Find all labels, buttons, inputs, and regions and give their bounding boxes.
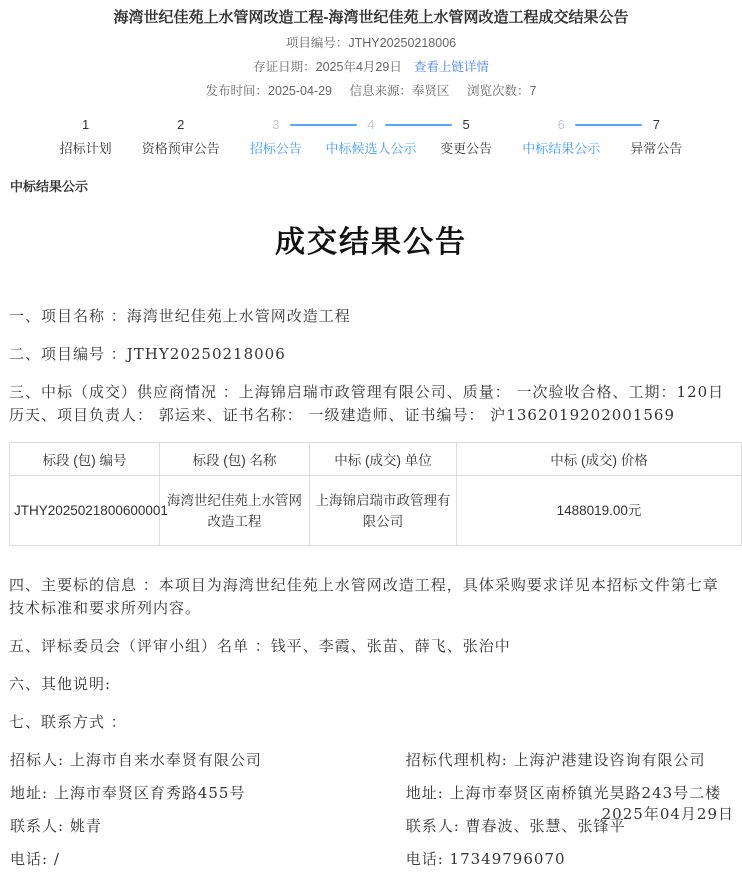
step-number-7: 7 xyxy=(652,117,661,132)
view-chain-link[interactable]: 查看上链详情 xyxy=(413,60,489,74)
step-label-change-announcement: 变更公告 xyxy=(440,141,493,156)
cert-date-value: 2025年4月29日 xyxy=(315,60,402,74)
step-connector-3-4 xyxy=(290,124,357,126)
agency-address: 地址: 上海市奉贤区南桥镇光昊路243号二楼 xyxy=(405,784,722,802)
announcement-body xyxy=(0,217,742,881)
paragraph-contact-heading: 七、联系方式 ： xyxy=(9,713,127,731)
paragraph-subject-info: 四、主要标的信息 ：本项目为海湾世纪佳苑上水管网改造工程，具体采购要求详见本招标文件第七章技术标准和要求所列内容。 xyxy=(9,576,719,617)
progress-steps xyxy=(0,116,742,164)
project-number-value: JTHY20250218006 xyxy=(348,36,457,50)
step-label-prequalification: 资格预审公告 xyxy=(141,141,220,156)
table-header-row xyxy=(10,443,742,476)
paragraph-other-notes: 六、其他说明: xyxy=(9,675,112,693)
step-number-4: 4 xyxy=(367,117,375,132)
cell-winning-unit: 上海锦启瑞市政管理有限公司 xyxy=(310,476,457,546)
tenderer-phone: 电话: / xyxy=(10,850,60,868)
col-header-lot-number: 标段 (包) 编号 xyxy=(10,443,160,476)
paragraph-committee-list: 五、评标委员会（评审小组）名单 ：钱平、李霞、张苗、薛飞、张治中 xyxy=(9,637,511,655)
page-header xyxy=(0,0,742,100)
agency-phone: 电话: 17349796070 xyxy=(405,850,566,868)
page-title: 海湾世纪佳苑上水管网改造工程-海湾世纪佳苑上水管网改造工程成交结果公告 xyxy=(113,9,629,26)
col-header-winning-unit: 中标 (成交) 单位 xyxy=(310,443,457,476)
step-label-abnormal-announcement: 异常公告 xyxy=(630,141,683,156)
cell-lot-name: 海湾世纪佳苑上水管网改造工程 xyxy=(160,476,310,546)
source-label: 信息来源： xyxy=(349,84,412,98)
agency-name: 招标代理机构: 上海沪港建设咨询有限公司 xyxy=(405,751,706,769)
views-value: 7 xyxy=(529,84,537,98)
paragraph-project-name: 一、项目名称 ：海湾世纪佳苑上水管网改造工程 xyxy=(9,307,351,325)
tenderer-contact-block xyxy=(9,749,406,881)
publish-info-line xyxy=(0,83,742,100)
source-value: 奉贤区 xyxy=(412,84,450,98)
step-label-tender-announcement[interactable]: 招标公告 xyxy=(249,141,302,156)
step-label-bid-plan: 招标计划 xyxy=(59,141,112,156)
tenderer-name: 招标人: 上海市自来水奉贤有限公司 xyxy=(10,751,262,769)
step-number-1: 1 xyxy=(81,117,90,132)
tab-result-publicity: 中标结果公示 xyxy=(10,179,89,194)
col-header-winning-price: 中标 (成交) 价格 xyxy=(457,443,742,476)
step-connector-6-7 xyxy=(575,124,642,126)
step-label-result-publicity[interactable]: 中标结果公示 xyxy=(522,141,601,156)
cell-lot-number: JTHY2025021800600001 xyxy=(10,476,160,546)
step-number-3: 3 xyxy=(272,117,280,132)
project-number-label: 项目编号： xyxy=(285,36,349,50)
cert-date-label: 存证日期： xyxy=(253,60,316,74)
paragraph-supplier-info: 三、中标（成交）供应商情况 ：上海锦启瑞市政管理有限公司、质量： 一次验收合格、工期：120日历天、项目负责人： 郭运来、证书名称： 一级建造师、证书编号： 沪1362019202001569 xyxy=(9,383,725,424)
tenderer-address: 地址: 上海市奉贤区育秀路455号 xyxy=(10,784,246,802)
step-connector-4-5 xyxy=(385,124,452,126)
step-number-5: 5 xyxy=(462,117,470,132)
announcement-date: 2025年04月29日 xyxy=(601,805,734,823)
publish-date-label: 发布时间： xyxy=(205,84,269,98)
project-number-line xyxy=(0,35,742,52)
cell-winning-price: 1488019.00元 xyxy=(457,476,742,546)
step-label-candidate-publicity[interactable]: 中标候选人公示 xyxy=(325,141,417,156)
agency-contact-person: 联系人: 曹春波、张慧、张锋平 xyxy=(405,817,626,835)
table-row xyxy=(10,476,742,546)
step-labels-row xyxy=(38,140,704,158)
tenderer-contact-person: 联系人: 姚青 xyxy=(10,817,102,835)
cert-date-line xyxy=(0,59,742,76)
step-number-2: 2 xyxy=(177,117,185,132)
col-header-lot-name: 标段 (包) 名称 xyxy=(160,443,310,476)
announcement-heading: 成交结果公告 xyxy=(275,226,467,259)
paragraph-project-number: 二、项目编号 ：JTHY20250218006 xyxy=(9,345,286,363)
publish-date-value: 2025-04-29 xyxy=(268,84,332,98)
step-number-6: 6 xyxy=(557,117,565,132)
views-label: 浏览次数： xyxy=(467,84,530,98)
result-table xyxy=(9,442,742,546)
